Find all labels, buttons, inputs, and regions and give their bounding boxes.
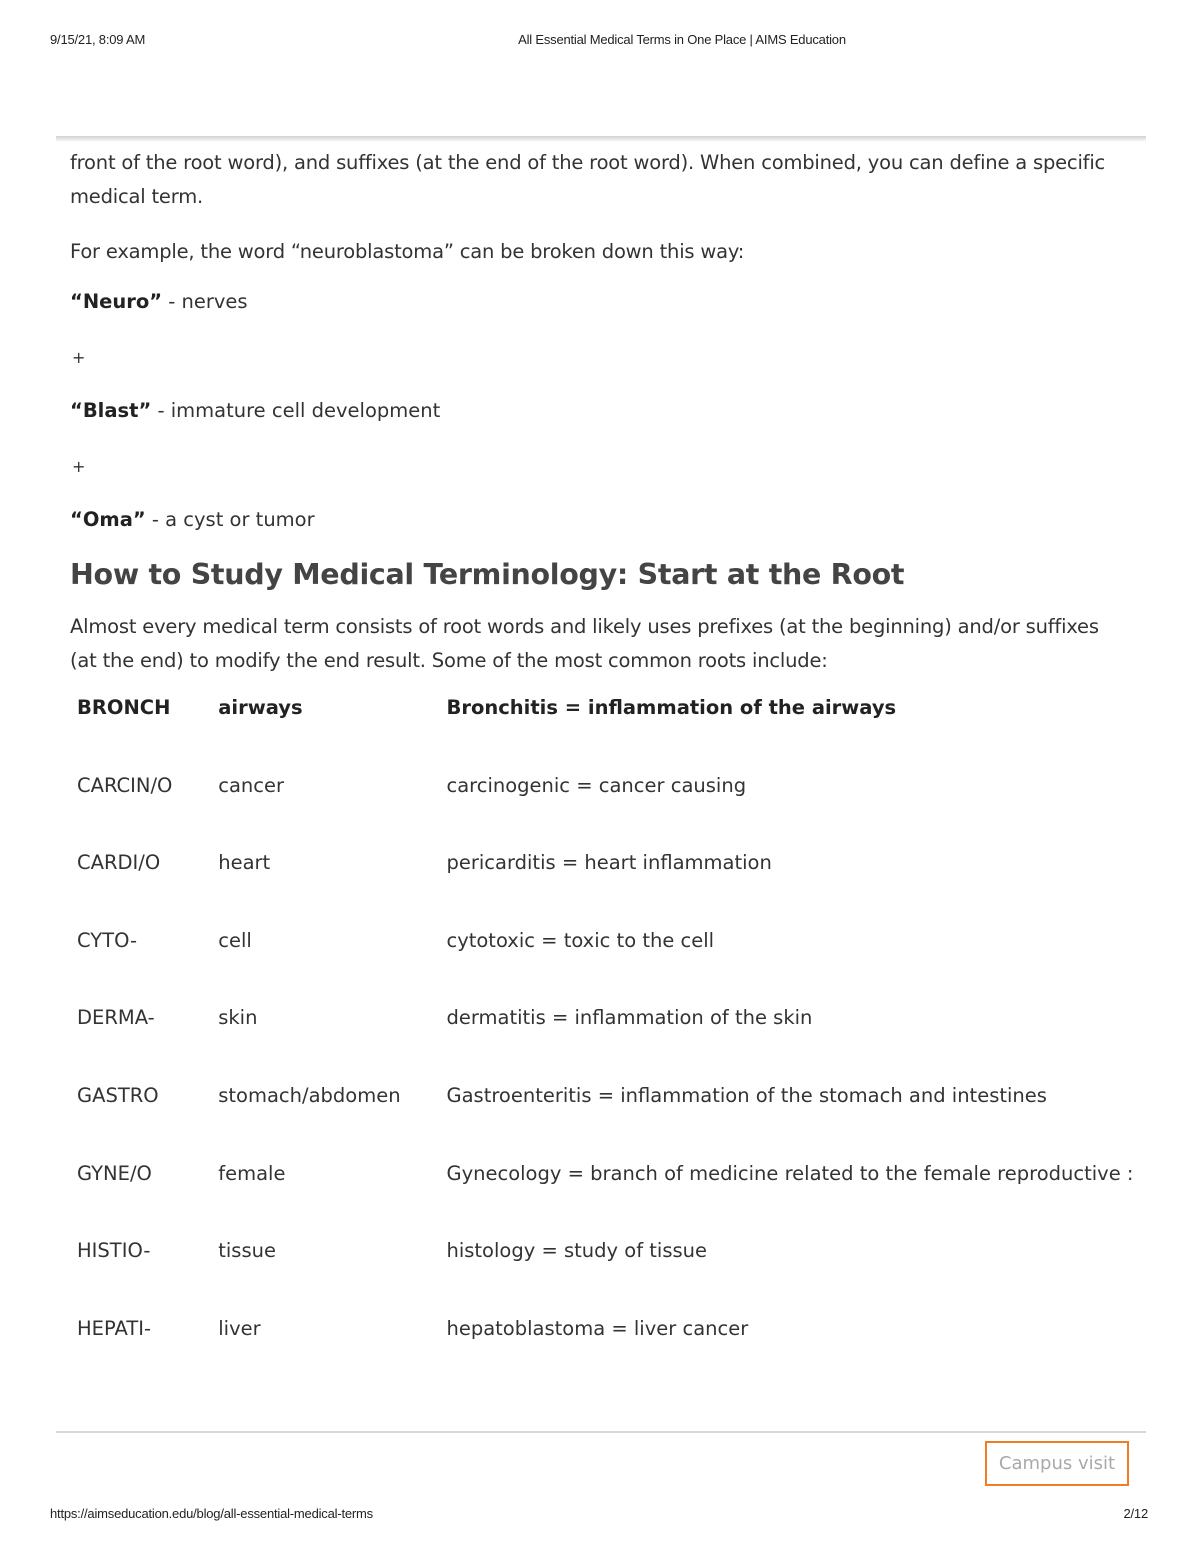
root-cell: DERMA-: [77, 1006, 155, 1030]
root-cell: HISTIO-: [77, 1239, 151, 1263]
meaning-cell: cancer: [218, 773, 284, 797]
example-cell: hepatoblastoma = liver cancer: [446, 1316, 749, 1340]
roots-intro-line-2: (at the end) to modify the end result. Some of the most common roots include:: [70, 649, 828, 672]
meaning-cell: liver: [218, 1316, 261, 1340]
table-row: [77, 1006, 1146, 1084]
roots-intro-line-1: Almost every medical term consists of root words and likely uses prefixes (at the beginning) and/or suffixes: [70, 615, 1099, 638]
intro-paragraph: [70, 146, 1105, 214]
print-url: https://aimseducation.edu/blog/all-essential-medical-terms: [50, 1506, 373, 1521]
example-intro: For example, the word “neuroblastoma” can be broken down this way:: [70, 240, 745, 263]
table-row: [77, 1317, 1146, 1395]
article-body: [56, 136, 1146, 1436]
root-cell: BRONCH: [77, 696, 171, 719]
print-page-title: All Essential Medical Terms in One Place | AIMS Education: [518, 32, 846, 47]
word-part-meaning: - a cyst or tumor: [145, 508, 315, 531]
print-page-number: 2/12: [1123, 1506, 1148, 1521]
sticky-header-shadow: [56, 136, 1146, 142]
word-part-meaning: - immature cell development: [151, 399, 441, 422]
word-part-term: “Oma”: [70, 508, 146, 531]
plus-sign: +: [72, 348, 86, 367]
word-part-meaning: - nerves: [162, 290, 248, 313]
root-cell: CARDI/O: [77, 851, 161, 875]
intro-line-2: medical term.: [70, 185, 203, 208]
example-cell: cytotoxic = toxic to the cell: [446, 928, 715, 952]
meaning-cell: female: [218, 1161, 286, 1185]
example-cell: Bronchitis = inflammation of the airways: [446, 696, 897, 719]
section-heading: How to Study Medical Terminology: Start at the Root: [70, 558, 905, 591]
intro-line-1: front of the root word), and suffixes (at the end of the root word). When combined, you can define a specific: [70, 151, 1106, 174]
footer-divider: [56, 1431, 1146, 1433]
root-cell: GYNE/O: [77, 1161, 152, 1185]
plus-sign: +: [72, 457, 86, 476]
meaning-cell: heart: [218, 851, 271, 875]
example-cell: pericarditis = heart inflammation: [446, 851, 772, 875]
table-row: [77, 1239, 1146, 1317]
meaning-cell: cell: [218, 928, 252, 952]
example-cell: histology = study of tissue: [446, 1239, 707, 1263]
root-cell: CYTO-: [77, 928, 138, 952]
table-row: [77, 929, 1146, 1007]
word-part-neuro: [70, 290, 248, 313]
word-part-term: “Blast”: [70, 399, 152, 422]
root-cell: GASTRO: [77, 1083, 159, 1107]
word-part-oma: [70, 508, 315, 531]
roots-table: [77, 696, 1146, 1394]
meaning-cell: skin: [218, 1006, 258, 1030]
meaning-cell: tissue: [218, 1239, 276, 1263]
word-part-term: “Neuro”: [70, 290, 163, 313]
table-row: [77, 851, 1146, 929]
example-cell: dermatitis = inflammation of the skin: [446, 1006, 813, 1030]
example-cell: carcinogenic = cancer causing: [446, 773, 747, 797]
meaning-cell: airways: [218, 696, 303, 719]
root-cell: HEPATI-: [77, 1316, 152, 1340]
roots-intro-paragraph: [70, 610, 1136, 678]
table-row: [77, 1162, 1146, 1240]
example-cell: Gynecology = branch of medicine related to the female reproductive :: [446, 1161, 1134, 1185]
campus-visit-button[interactable]: Campus visit: [985, 1441, 1129, 1486]
table-row: [77, 774, 1146, 852]
meaning-cell: stomach/abdomen: [218, 1083, 401, 1107]
print-date: 9/15/21, 8:09 AM: [50, 32, 146, 47]
table-row: [77, 696, 1146, 774]
example-cell: Gastroenteritis = inflammation of the stomach and intestines: [446, 1083, 1047, 1107]
word-part-blast: [70, 399, 440, 422]
table-row: [77, 1084, 1146, 1162]
root-cell: CARCIN/O: [77, 773, 173, 797]
